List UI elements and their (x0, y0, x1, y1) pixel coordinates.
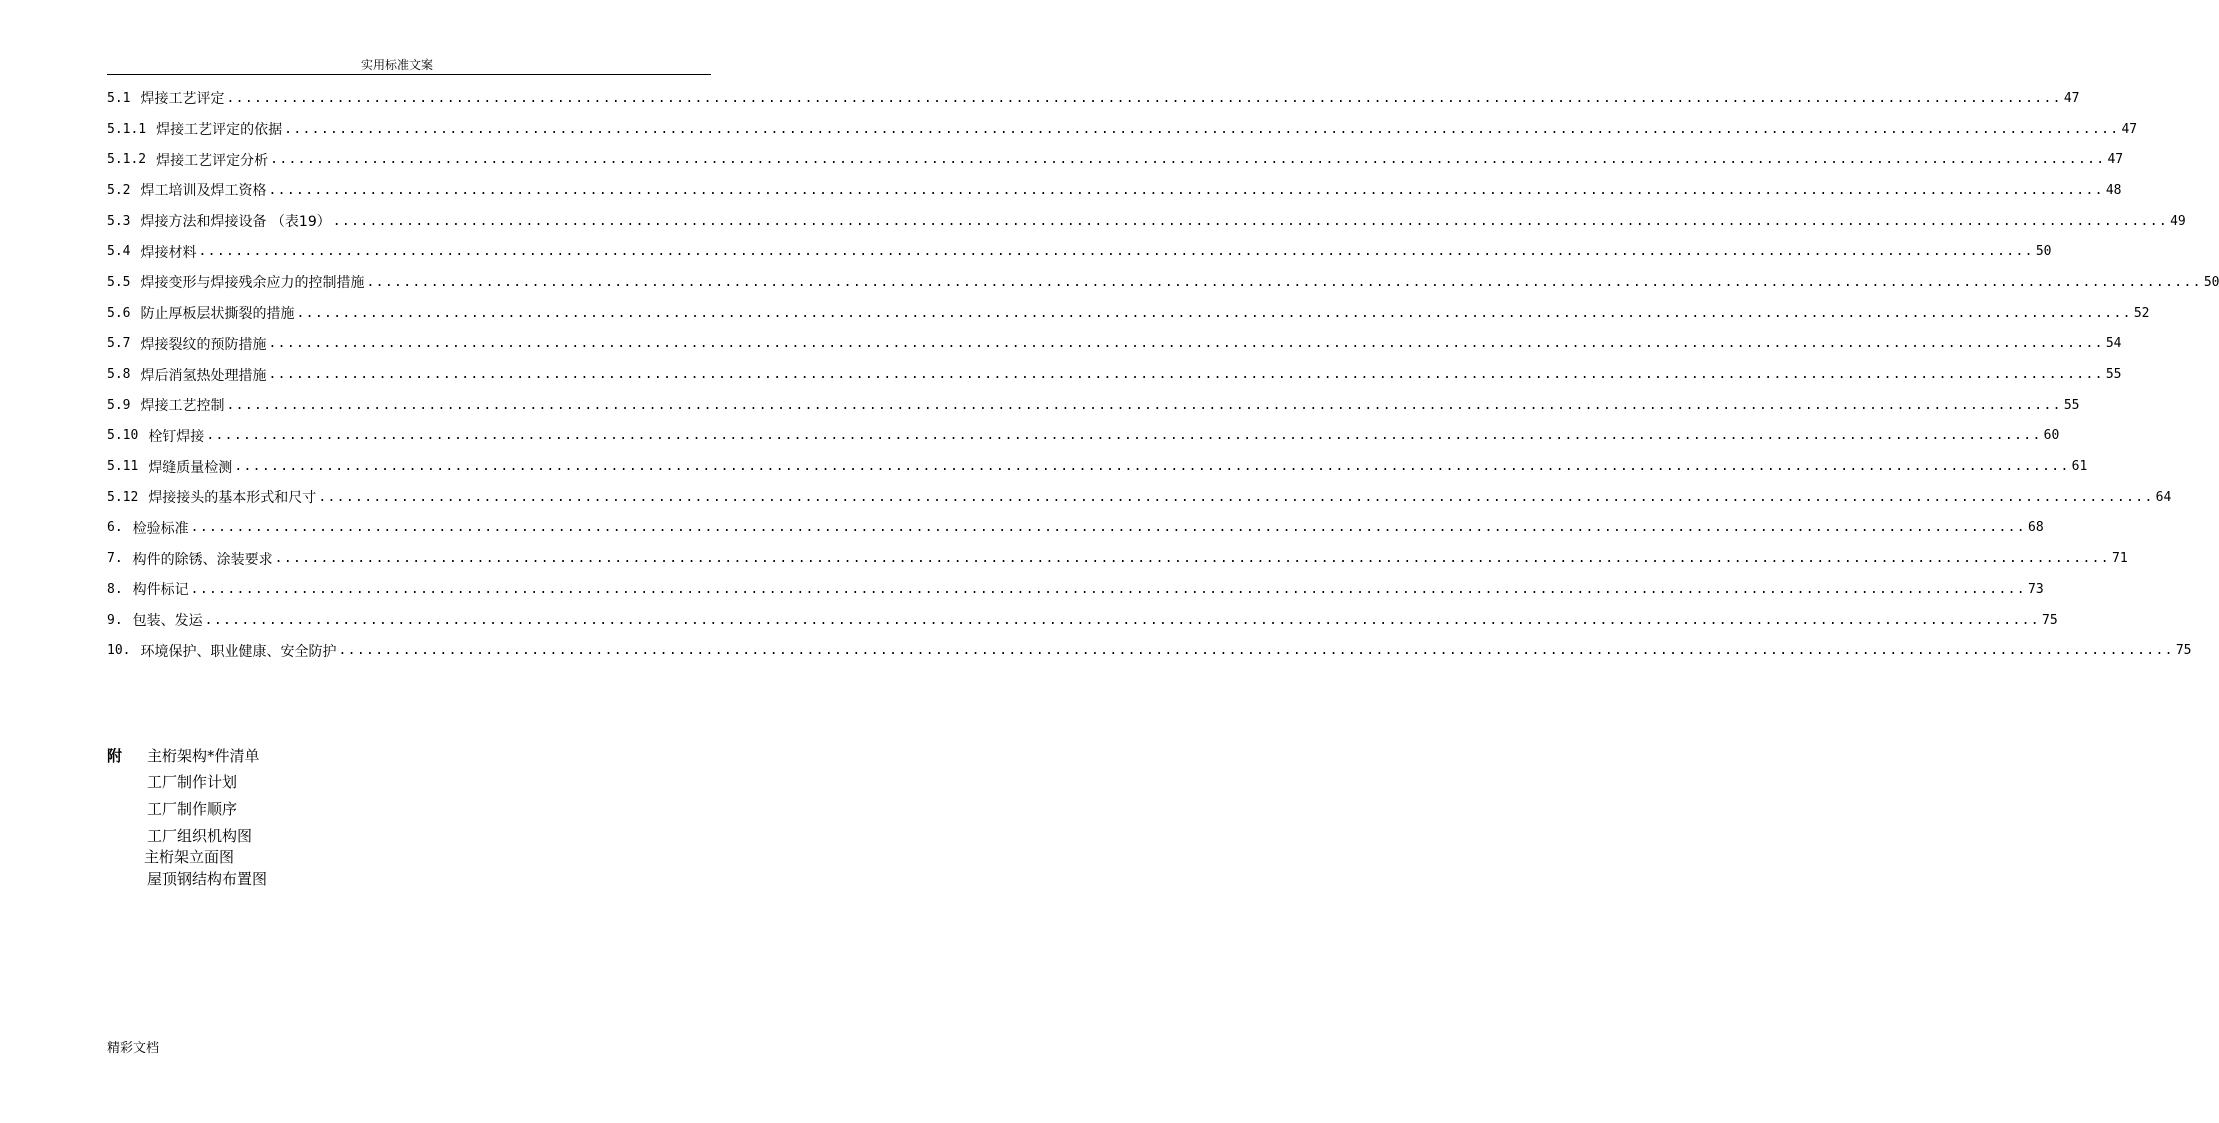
toc-leader-dots: ........................................................................................................................................................................................................ (332, 213, 2169, 229)
toc-entry-title: 焊接工艺评定分析 (156, 152, 269, 169)
toc-entry-title: 焊接工艺控制 (140, 398, 225, 415)
toc-entry-title: 构件的除锈、涂装要求 (132, 551, 273, 568)
toc-entry-number: 5.11 (107, 459, 139, 475)
toc-entry-number: 7. (107, 551, 123, 567)
toc-entry-page: 75 (2042, 612, 2058, 628)
toc-leader-dots: ........................................................................................................................................................................................................ (366, 274, 2202, 290)
toc-entry-title: 焊工培训及焊工资格 (140, 183, 267, 200)
toc-entry-title: 焊接工艺评定 (140, 91, 225, 108)
page-footer: 精彩文档 (107, 1041, 160, 1056)
header-rule (107, 74, 711, 75)
toc-entry-page: 64 (2155, 489, 2172, 505)
toc-leader-dots: ........................................................................................................................................................................................................ (268, 367, 2104, 383)
toc-entry (107, 390, 2080, 421)
toc-entry-title: 焊接方法和焊接设备 （表19） (140, 214, 331, 231)
toc-entry-title: 包装、发运 (132, 613, 203, 630)
toc-entry-title: 焊接工艺评定的依据 (156, 122, 283, 139)
toc-entry-number: 9. (107, 612, 123, 628)
toc-entry (107, 359, 2122, 390)
toc-entry-page: 71 (2112, 551, 2128, 567)
toc-leader-dots: ........................................................................................................................................................................................................ (274, 551, 2110, 567)
page-header: 实用标准文案 (360, 58, 433, 72)
toc-entry-title: 焊缝质量检测 (148, 459, 233, 476)
appendix-item: 主桁架立面图 (144, 848, 235, 866)
toc-entry-page: 49 (2170, 213, 2186, 229)
toc-leader-dots: ........................................................................................................................................................................................................ (204, 612, 2040, 628)
toc-entry-page: 68 (2028, 520, 2044, 536)
toc-entry-page: 47 (2121, 121, 2138, 137)
appendix-item: 工厂制作计划 (147, 773, 238, 791)
toc-entry-number: 5.6 (107, 305, 131, 321)
toc-entry-page: 50 (2035, 244, 2052, 260)
toc-entry (107, 635, 2192, 666)
toc-entry-page: 73 (2028, 581, 2044, 597)
toc-entry (107, 144, 2124, 175)
toc-entry-title: 焊接变形与焊接残余应力的控制措施 (140, 275, 365, 292)
toc-entry-number: 8. (107, 581, 123, 597)
toc-entry (107, 114, 2138, 145)
toc-leader-dots: ........................................................................................................................................................................................................ (268, 336, 2104, 352)
toc-entry-page: 47 (2063, 90, 2080, 106)
toc-entry-page: 55 (2105, 367, 2122, 383)
toc-entry-title: 焊接裂纹的预防措施 (140, 336, 267, 353)
toc-leader-dots: ........................................................................................................................................................................................................ (206, 428, 2042, 444)
toc-entry-number: 5.3 (107, 213, 131, 229)
toc-entry (107, 605, 2058, 636)
toc-entry (107, 574, 2044, 605)
toc-leader-dots: ........................................................................................................................................................................................................ (190, 520, 2026, 536)
toc-entry (107, 83, 2080, 114)
appendix-item: 主桁架构*件清单 (147, 747, 260, 765)
toc-entry-number: 10. (107, 643, 131, 659)
toc-entry (107, 298, 2150, 329)
toc-entry-title: 检验标准 (132, 520, 189, 537)
toc-entry-page: 52 (2133, 305, 2150, 321)
toc-entry (107, 543, 2128, 574)
toc-entry-number: 5.8 (107, 367, 131, 383)
appendix-item: 工厂组织机构图 (147, 827, 253, 845)
toc-leader-dots: ........................................................................................................................................................................................................ (270, 152, 2106, 168)
toc-entry-number: 5.5 (107, 274, 131, 290)
toc-entry-page: 47 (2107, 152, 2124, 168)
toc-entry-page: 50 (2203, 274, 2219, 290)
toc-entry-page: 60 (2043, 428, 2060, 444)
toc-entry-page: 61 (2071, 459, 2088, 475)
toc-entry-title: 栓钉焊接 (148, 428, 205, 445)
toc-leader-dots: ........................................................................................................................................................................................................ (268, 182, 2104, 198)
toc-leader-dots: ........................................................................................................................................................................................................ (190, 581, 2026, 597)
toc-entry-number: 5.10 (107, 428, 139, 444)
toc-entry (107, 175, 2122, 206)
toc-leader-dots: ........................................................................................................................................................................................................ (284, 121, 2120, 137)
toc-entry (107, 267, 2219, 298)
toc-leader-dots: ........................................................................................................................................................................................................ (198, 244, 2034, 260)
toc-entry-page: 75 (2175, 643, 2192, 659)
toc-entry (107, 329, 2122, 360)
toc-entry-number: 5.7 (107, 336, 131, 352)
toc-entry (107, 421, 2060, 452)
toc-entry-title: 焊接材料 (140, 244, 197, 261)
toc-leader-dots: ........................................................................................................................................................................................................ (318, 489, 2154, 505)
toc-entry-page: 48 (2105, 182, 2122, 198)
toc-entry-title: 焊后消氢热处理措施 (140, 367, 267, 384)
toc-entry-number: 6. (107, 520, 123, 536)
toc-entry (107, 236, 2052, 267)
table-of-contents (107, 83, 2219, 666)
toc-entry-title: 环境保护、职业健康、安全防护 (140, 643, 337, 660)
toc-entry (107, 451, 2088, 482)
toc-entry-number: 5.1.2 (107, 152, 147, 168)
toc-leader-dots: ........................................................................................................................................................................................................ (226, 90, 2062, 106)
toc-entry-title: 构件标记 (132, 582, 189, 599)
toc-entry-number: 5.12 (107, 489, 139, 505)
appendix-item: 工厂制作顺序 (147, 800, 238, 818)
toc-leader-dots: ........................................................................................................................................................................................................ (338, 643, 2174, 659)
toc-entry-number: 5.1.1 (107, 121, 147, 137)
toc-entry-number: 5.9 (107, 397, 131, 413)
toc-leader-dots: ........................................................................................................................................................................................................ (296, 305, 2132, 321)
toc-entry-title: 焊接接头的基本形式和尺寸 (148, 490, 317, 507)
toc-leader-dots: ........................................................................................................................................................................................................ (226, 397, 2062, 413)
toc-entry-number: 5.4 (107, 244, 131, 260)
toc-entry-number: 5.1 (107, 90, 131, 106)
appendix-label: 附 (107, 747, 123, 765)
toc-entry-title: 防止厚板层状撕裂的措施 (140, 306, 295, 323)
toc-entry-number: 5.2 (107, 182, 131, 198)
toc-entry-page: 54 (2105, 336, 2122, 352)
toc-leader-dots: ........................................................................................................................................................................................................ (234, 459, 2070, 475)
toc-entry (107, 482, 2172, 513)
toc-entry (107, 206, 2186, 237)
toc-entry (107, 513, 2044, 544)
toc-entry-page: 55 (2063, 397, 2080, 413)
appendix-item: 屋顶钢结构布置图 (147, 870, 268, 888)
